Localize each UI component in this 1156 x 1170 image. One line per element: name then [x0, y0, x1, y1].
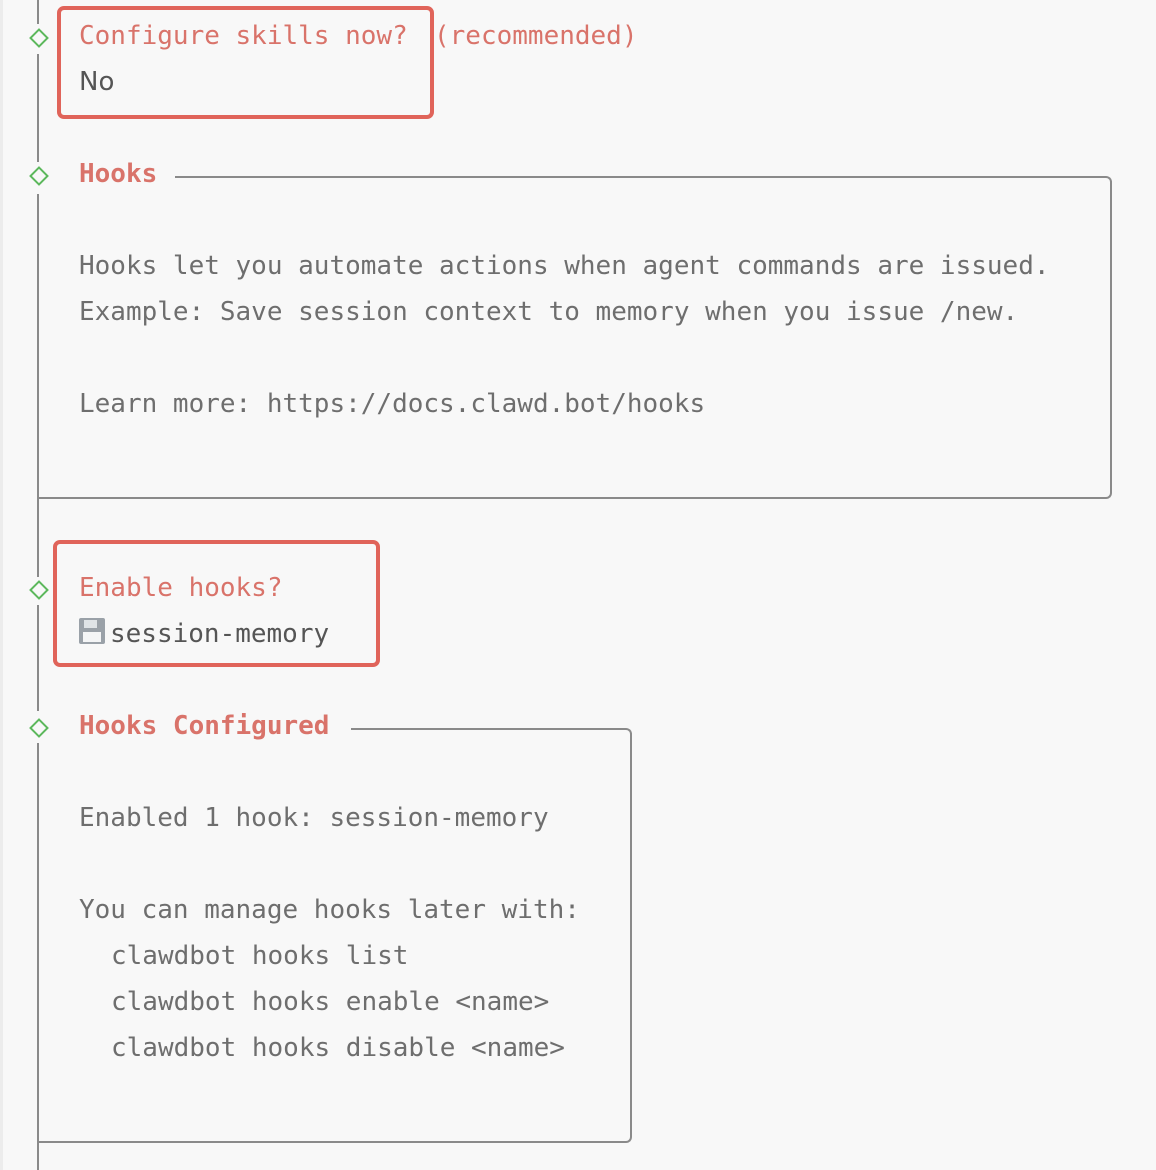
enable-hooks-answer[interactable]: session-memory: [110, 619, 330, 649]
hooks-configured-line-2: You can manage hooks later with:: [79, 895, 580, 925]
skills-answer[interactable]: No: [79, 67, 115, 97]
gutter-line: [37, 605, 39, 711]
hooks-note-top-border: [175, 176, 1105, 178]
hooks-configured-box: [37, 734, 632, 1143]
gutter-line: [37, 54, 39, 162]
hooks-configured-title: Hooks Configured: [79, 711, 330, 741]
step-diamond-icon: [29, 28, 49, 48]
hooks-note-line-2: Example: Save session context to memory when you issue /new.: [79, 297, 1019, 327]
command-hooks-list: clawdbot hooks list: [111, 941, 409, 971]
page-edge: [0, 0, 3, 1170]
command-hooks-disable: clawdbot hooks disable <name>: [111, 1033, 565, 1063]
command-hooks-enable: clawdbot hooks enable <name>: [111, 987, 550, 1017]
hooks-note-box: [37, 182, 1112, 499]
hooks-configured-line-1: Enabled 1 hook: session-memory: [79, 803, 549, 833]
enable-hooks-prompt: Enable hooks?: [79, 573, 283, 603]
gutter-line: [37, 0, 39, 24]
enable-hooks-highlight: [53, 540, 380, 667]
skills-hint: (recommended): [434, 21, 638, 51]
skills-highlight: [57, 6, 434, 119]
hooks-note-docs-link[interactable]: Learn more: https://docs.clawd.bot/hooks: [79, 389, 706, 419]
hooks-note-title: Hooks: [79, 159, 158, 189]
step-diamond-icon: [29, 580, 49, 600]
hooks-note-line-1: Hooks let you automate actions when agent commands are issued.: [79, 251, 1050, 281]
hooks-configured-top-border: [351, 728, 625, 730]
skills-prompt: Configure skills now?: [79, 21, 408, 51]
